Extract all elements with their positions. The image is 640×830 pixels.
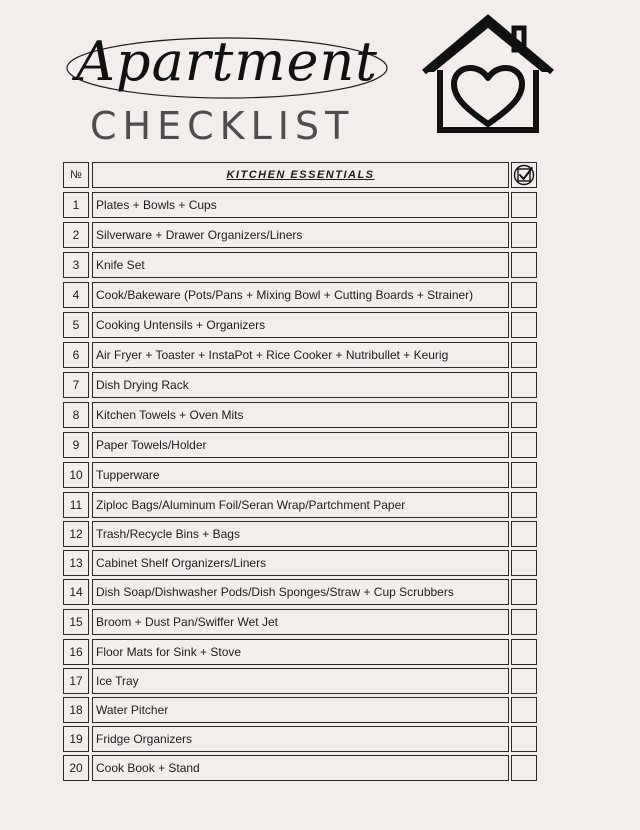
row-checkbox[interactable]	[511, 252, 537, 278]
row-checkbox[interactable]	[511, 726, 537, 752]
page-header	[0, 0, 640, 160]
apartment-title: Apartment	[76, 30, 378, 93]
row-checkbox[interactable]	[511, 579, 537, 605]
row-item: Fridge Organizers	[92, 726, 509, 752]
row-item: Floor Mats for Sink + Stove	[92, 639, 509, 665]
row-number: 14	[63, 579, 89, 605]
row-number: 18	[63, 697, 89, 723]
row-item: Knife Set	[92, 252, 509, 278]
row-checkbox[interactable]	[511, 402, 537, 428]
checklist-subtitle: CHECKLIST	[90, 104, 355, 148]
row-number: 17	[63, 668, 89, 694]
row-item: Ice Tray	[92, 668, 509, 694]
row-checkbox[interactable]	[511, 282, 537, 308]
row-item: Silverware + Drawer Organizers/Liners	[92, 222, 509, 248]
number-column-header: №	[63, 162, 89, 188]
row-number: 8	[63, 402, 89, 428]
row-number: 6	[63, 342, 89, 368]
row-checkbox[interactable]	[511, 755, 537, 781]
row-checkbox[interactable]	[511, 192, 537, 218]
row-checkbox[interactable]	[511, 222, 537, 248]
row-checkbox[interactable]	[511, 492, 537, 518]
row-number: 12	[63, 521, 89, 547]
row-item: Water Pitcher	[92, 697, 509, 723]
row-number: 3	[63, 252, 89, 278]
row-number: 9	[63, 432, 89, 458]
row-item: Broom + Dust Pan/Swiffer Wet Jet	[92, 609, 509, 635]
row-checkbox[interactable]	[511, 312, 537, 338]
row-checkbox[interactable]	[511, 432, 537, 458]
row-checkbox[interactable]	[511, 462, 537, 488]
row-number: 19	[63, 726, 89, 752]
row-number: 11	[63, 492, 89, 518]
row-item: Trash/Recycle Bins + Bags	[92, 521, 509, 547]
row-number: 5	[63, 312, 89, 338]
check-column-header	[511, 162, 537, 188]
row-number: 10	[63, 462, 89, 488]
house-heart-icon	[418, 14, 558, 138]
row-checkbox[interactable]	[511, 521, 537, 547]
row-number: 2	[63, 222, 89, 248]
checkbox-checked-icon	[513, 164, 535, 186]
row-item: Air Fryer + Toaster + InstaPot + Rice Cooker + Nutribullet + Keurig	[92, 342, 509, 368]
row-number: 1	[63, 192, 89, 218]
row-checkbox[interactable]	[511, 342, 537, 368]
row-checkbox[interactable]	[511, 550, 537, 576]
title-script	[62, 28, 392, 108]
row-number: 13	[63, 550, 89, 576]
row-item: Cook Book + Stand	[92, 755, 509, 781]
row-item: Kitchen Towels + Oven Mits	[92, 402, 509, 428]
row-number: 16	[63, 639, 89, 665]
row-item: Cooking Untensils + Organizers	[92, 312, 509, 338]
row-number: 20	[63, 755, 89, 781]
row-checkbox[interactable]	[511, 609, 537, 635]
row-item: Plates + Bowls + Cups	[92, 192, 509, 218]
row-item: Dish Drying Rack	[92, 372, 509, 398]
row-item: Ziploc Bags/Aluminum Foil/Seran Wrap/Partchment Paper	[92, 492, 509, 518]
row-item: Tupperware	[92, 462, 509, 488]
row-number: 4	[63, 282, 89, 308]
row-item: Paper Towels/Holder	[92, 432, 509, 458]
row-item: Cabinet Shelf Organizers/Liners	[92, 550, 509, 576]
row-number: 15	[63, 609, 89, 635]
row-checkbox[interactable]	[511, 668, 537, 694]
row-checkbox[interactable]	[511, 639, 537, 665]
row-checkbox[interactable]	[511, 697, 537, 723]
row-item: Dish Soap/Dishwasher Pods/Dish Sponges/Straw + Cup Scrubbers	[92, 579, 509, 605]
row-checkbox[interactable]	[511, 372, 537, 398]
section-title: KITCHEN ESSENTIALS	[92, 162, 509, 188]
row-number: 7	[63, 372, 89, 398]
row-item: Cook/Bakeware (Pots/Pans + Mixing Bowl + Cutting Boards + Strainer)	[92, 282, 509, 308]
